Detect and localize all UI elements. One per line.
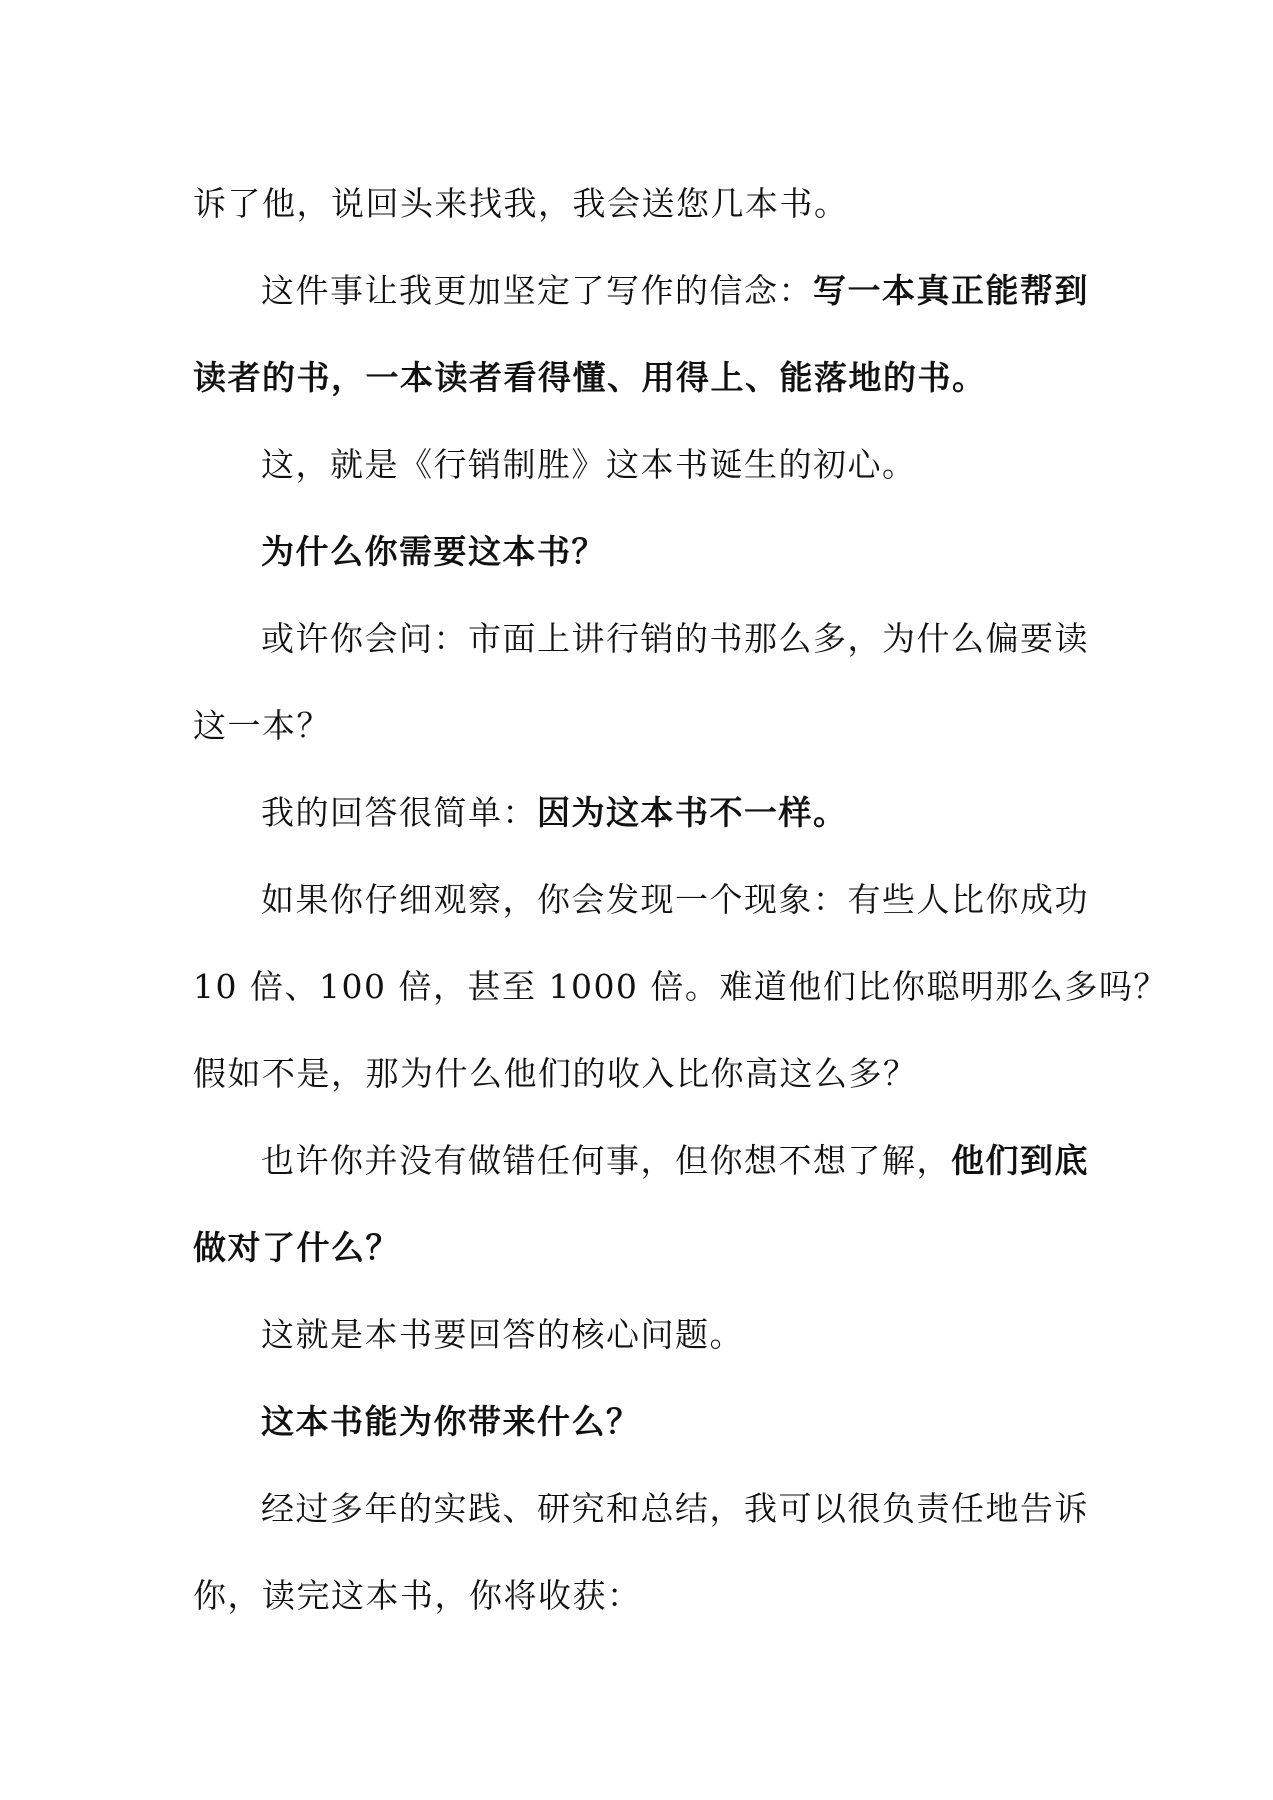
bold-text-run: 读者的书，一本读者看得懂、用得上、能落地的书。	[193, 358, 987, 397]
section-heading-1	[193, 508, 1083, 595]
text-run: 我的回答很简单：	[261, 793, 537, 832]
paragraph-line-3	[193, 334, 1083, 421]
bold-text-run: 因为这本书不一样。	[537, 793, 848, 832]
text-run: 假如不是，那为什么他们的收入比你高这么多？	[193, 1054, 918, 1093]
paragraph-line-7	[193, 682, 1083, 769]
paragraph-line-11	[193, 1030, 1083, 1117]
text-run: 你，读完这本书，你将收获：	[193, 1576, 642, 1615]
text-run: 10 倍、100 倍，甚至 1000 倍。难道他们比你聪明那么多吗？	[193, 967, 1168, 1006]
paragraph-line-12	[193, 1117, 1089, 1204]
paragraph-line-16	[193, 1465, 1089, 1552]
section-heading-2	[193, 1378, 1083, 1465]
paragraph-line-4	[193, 421, 1083, 508]
document-page	[193, 160, 1168, 1639]
text-run: 这，就是《行销制胜》这本书诞生的初心。	[261, 445, 917, 484]
paragraph-line-8	[193, 769, 1083, 856]
paragraph-line-6	[193, 595, 1089, 682]
paragraph-line-9	[193, 856, 1089, 943]
text-run: 或许你会问：市面上讲行销的书那么多，为什么偏要读	[261, 619, 1089, 658]
paragraph-line-1	[193, 160, 1083, 247]
paragraph-line-14	[193, 1291, 1083, 1378]
text-run: 诉了他，说回头来找我，我会送您几本书。	[193, 184, 849, 223]
paragraph-line-17	[193, 1552, 1083, 1639]
text-run: 这一本？	[193, 706, 331, 745]
bold-text-run: 写一本真正能帮到	[813, 271, 1089, 310]
bold-text-run: 这本书能为你带来什么？	[261, 1402, 641, 1441]
text-run: 这件事让我更加坚定了写作的信念：	[261, 271, 813, 310]
paragraph-line-10	[193, 943, 1168, 1030]
text-run: 经过多年的实践、研究和总结，我可以很负责任地告诉	[261, 1489, 1089, 1528]
paragraph-line-2	[193, 247, 1089, 334]
text-run: 如果你仔细观察，你会发现一个现象：有些人比你成功	[261, 880, 1089, 919]
text-run: 也许你并没有做错任何事，但你想不想了解，	[261, 1141, 951, 1180]
bold-text-run: 做对了什么？	[193, 1228, 400, 1267]
bold-text-run: 为什么你需要这本书？	[261, 532, 606, 571]
paragraph-line-13	[193, 1204, 1083, 1291]
bold-text-run: 他们到底	[951, 1141, 1089, 1180]
text-run: 这就是本书要回答的核心问题。	[261, 1315, 744, 1354]
